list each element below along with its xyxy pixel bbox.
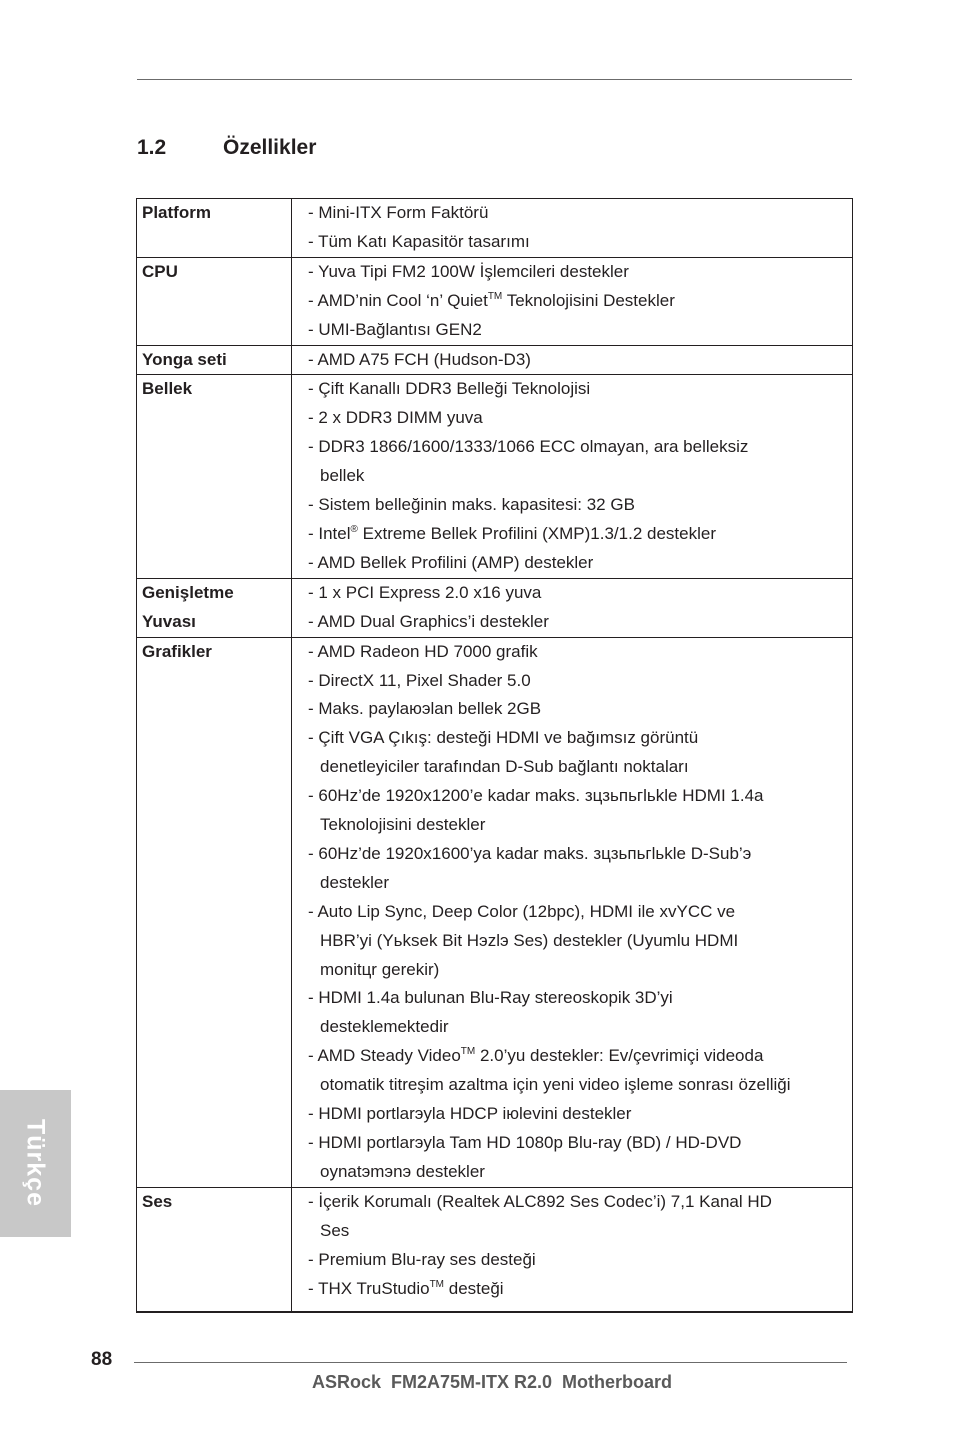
spec-item-text: - AMD’nin Cool ‘n’ Quiet — [308, 290, 488, 310]
spec-item-text: - DirectX 11, Pixel Shader 5.0 — [308, 670, 531, 690]
spec-item-continuation: Ses — [320, 1220, 350, 1240]
spec-item-text: - Auto Lip Sync, Deep Color (12bpc), HDMI ile xvYCC ve — [308, 901, 736, 921]
spec-row — [137, 257, 853, 345]
spec-values — [292, 375, 853, 578]
spec-label — [137, 578, 292, 637]
spec-item-text: - HDMI 1.4a bulunan Blu-Ray stereoskopik 3D’yi — [308, 988, 673, 1008]
spec-item — [308, 579, 852, 608]
spec-item-text: - Çift Kanallı DDR3 Belleği Teknolojisi — [308, 379, 591, 399]
spec-label-line: Platform — [142, 203, 211, 222]
page-number: 88 — [91, 1349, 113, 1370]
spec-item — [308, 433, 852, 491]
trademark-mark: TM — [487, 290, 503, 302]
spec-item — [308, 840, 852, 898]
specifications-table — [136, 198, 853, 1313]
spec-item — [308, 491, 852, 520]
spec-item-text: - Çift VGA Çıkış: desteği HDMI ve bağımsız görüntü — [308, 728, 699, 748]
spec-label — [137, 257, 292, 345]
footer-title: ASRock FM2A75M-ITX R2.0 Motherboard — [312, 1372, 673, 1392]
trademark-mark: TM — [460, 1046, 476, 1058]
trademark-mark: TM — [429, 1278, 445, 1290]
spec-item — [308, 1188, 852, 1246]
spec-item-text: - 60Hz’de 1920x1200’e kadar maks. зцзьпьгlьkle HDMI 1.4a — [308, 786, 764, 806]
spec-label — [137, 637, 292, 1187]
spec-values — [292, 345, 853, 375]
spec-item — [308, 1042, 852, 1100]
spec-values — [292, 257, 853, 345]
spec-row — [137, 637, 853, 1187]
spec-values — [292, 1187, 853, 1312]
spec-label-line: CPU — [142, 261, 178, 281]
spec-label — [137, 199, 292, 258]
spec-item-continuation: oynatэmэnэ destekler — [320, 1161, 485, 1181]
spec-label-line: Bellek — [142, 379, 193, 399]
spec-item — [308, 724, 852, 782]
spec-label-line: Yuvası — [142, 611, 196, 631]
spec-row — [137, 345, 853, 375]
spec-item-text: - AMD A75 FCH (Hudson-D3) — [308, 349, 531, 369]
spec-row — [137, 578, 853, 637]
spec-item-text: - THX TruStudio — [308, 1278, 430, 1298]
spec-item-continuation: otomatik titreşim azaltma için yeni video işleme sonrası özelliği — [320, 1075, 791, 1095]
spec-item-text: desteği — [444, 1278, 504, 1298]
spec-item — [308, 1129, 852, 1187]
spec-item-continuation: HBR’yi (Yьksek Bit Hэzlэ Ses) destekler (Uyumlu HDMI — [320, 930, 739, 950]
spec-item-text: Extreme Bellek Profilini (XMP)1.3/1.2 destekler — [357, 523, 716, 543]
spec-item-text: - Mini-ITX Form Faktörü — [308, 203, 489, 222]
spec-label — [137, 345, 292, 375]
spec-item-text: - Intel — [308, 523, 351, 543]
trademark-mark: ® — [350, 523, 358, 535]
spec-label-line: Genişletme — [142, 582, 234, 602]
language-tab — [0, 1090, 71, 1237]
spec-item-text: - Premium Blu-ray ses desteği — [308, 1249, 536, 1269]
bottom-rule — [134, 1362, 847, 1363]
spec-item — [308, 228, 852, 257]
spec-label-line: Grafikler — [142, 641, 212, 661]
spec-label — [137, 375, 292, 578]
spec-item — [308, 638, 852, 667]
spec-item-text: - HDMI portlarэyla Tam HD 1080p Blu-ray (BD) / HD-DVD — [308, 1133, 742, 1152]
spec-item — [308, 984, 852, 1042]
spec-item — [308, 1100, 852, 1129]
spec-item-text: - İçerik Korumalı (Realtek ALC892 Ses Codec’i) 7,1 Kanal HD — [308, 1191, 772, 1211]
section-heading — [137, 134, 316, 162]
spec-item-text: - DDR3 1866/1600/1333/1066 ECC olmayan, ara belleksiz — [308, 437, 749, 457]
spec-item — [308, 199, 852, 228]
spec-values — [292, 578, 853, 637]
spec-item-text: - AMD Radeon HD 7000 grafik — [308, 641, 538, 661]
spec-item-text: - UMI-Bağlantısı GEN2 — [308, 319, 482, 339]
top-rule — [137, 79, 852, 80]
spec-item — [308, 258, 852, 287]
spec-item-text: - Tüm Katı Kapasitör tasarımı — [308, 231, 530, 251]
section-title: Özellikler — [223, 136, 317, 159]
spec-item-text: - 60Hz’de 1920x1600’ya kadar maks. зцзьпьгlьkle D-Sub’э — [308, 843, 752, 863]
spec-item — [308, 549, 852, 578]
spec-item — [308, 1275, 852, 1304]
spec-item — [308, 404, 852, 433]
spec-item-text: - AMD Steady Video — [308, 1046, 461, 1066]
spec-item — [308, 346, 852, 375]
spec-row — [137, 375, 853, 578]
spec-item — [308, 695, 852, 724]
spec-item-text: - AMD Dual Graphics’i destekler — [308, 611, 549, 631]
spec-item-text: - Maks. paylaюэlan bellek 2GB — [308, 699, 542, 719]
spec-item — [308, 287, 852, 316]
spec-item-text: - 2 x DDR3 DIMM yuva — [308, 408, 483, 428]
spec-item-continuation: denetleyiciler tarafından D-Sub bağlantı noktaları — [320, 757, 689, 777]
spec-row — [137, 1187, 853, 1312]
spec-values — [292, 637, 853, 1187]
spec-item-continuation: monitцr gerekir) — [320, 959, 440, 979]
spec-label-line: Ses — [142, 1191, 173, 1211]
spec-item — [308, 520, 852, 549]
spec-item — [308, 316, 852, 345]
spec-item — [308, 667, 852, 696]
spec-item — [308, 782, 852, 840]
spec-item-continuation: Teknolojisini destekler — [320, 815, 486, 835]
spec-item-text: - AMD Bellek Profilini (AMP) destekler — [308, 552, 594, 572]
spec-item-continuation: destekler — [320, 872, 389, 892]
language-tab-label: Türkçe — [21, 1119, 50, 1207]
spec-label — [137, 1187, 292, 1312]
spec-item — [308, 608, 852, 637]
spec-item — [308, 898, 852, 985]
spec-item-continuation: bellek — [320, 466, 365, 486]
spec-values — [292, 199, 853, 258]
spec-row — [137, 199, 853, 258]
spec-label-line: Yonga seti — [142, 349, 227, 369]
spec-item-text: - 1 x PCI Express 2.0 x16 yuva — [308, 582, 542, 602]
spec-item — [308, 1246, 852, 1275]
spec-item-text: - Yuva Tipi FM2 100W İşlemcileri destekler — [308, 261, 629, 281]
spec-item-text: - HDMI portlarэyla HDCP iюlevini destekler — [308, 1104, 632, 1124]
spec-item-text: Teknolojisini Destekler — [502, 290, 675, 310]
spec-item-text: 2.0’yu destekler: Ev/çevrimiçi videoda — [475, 1046, 764, 1066]
spec-item — [308, 375, 852, 404]
section-number: 1.2 — [137, 136, 167, 159]
spec-item-text: - Sistem belleğinin maks. kapasitesi: 32 GB — [308, 495, 635, 515]
spec-item-continuation: desteklemektedir — [320, 1017, 449, 1037]
